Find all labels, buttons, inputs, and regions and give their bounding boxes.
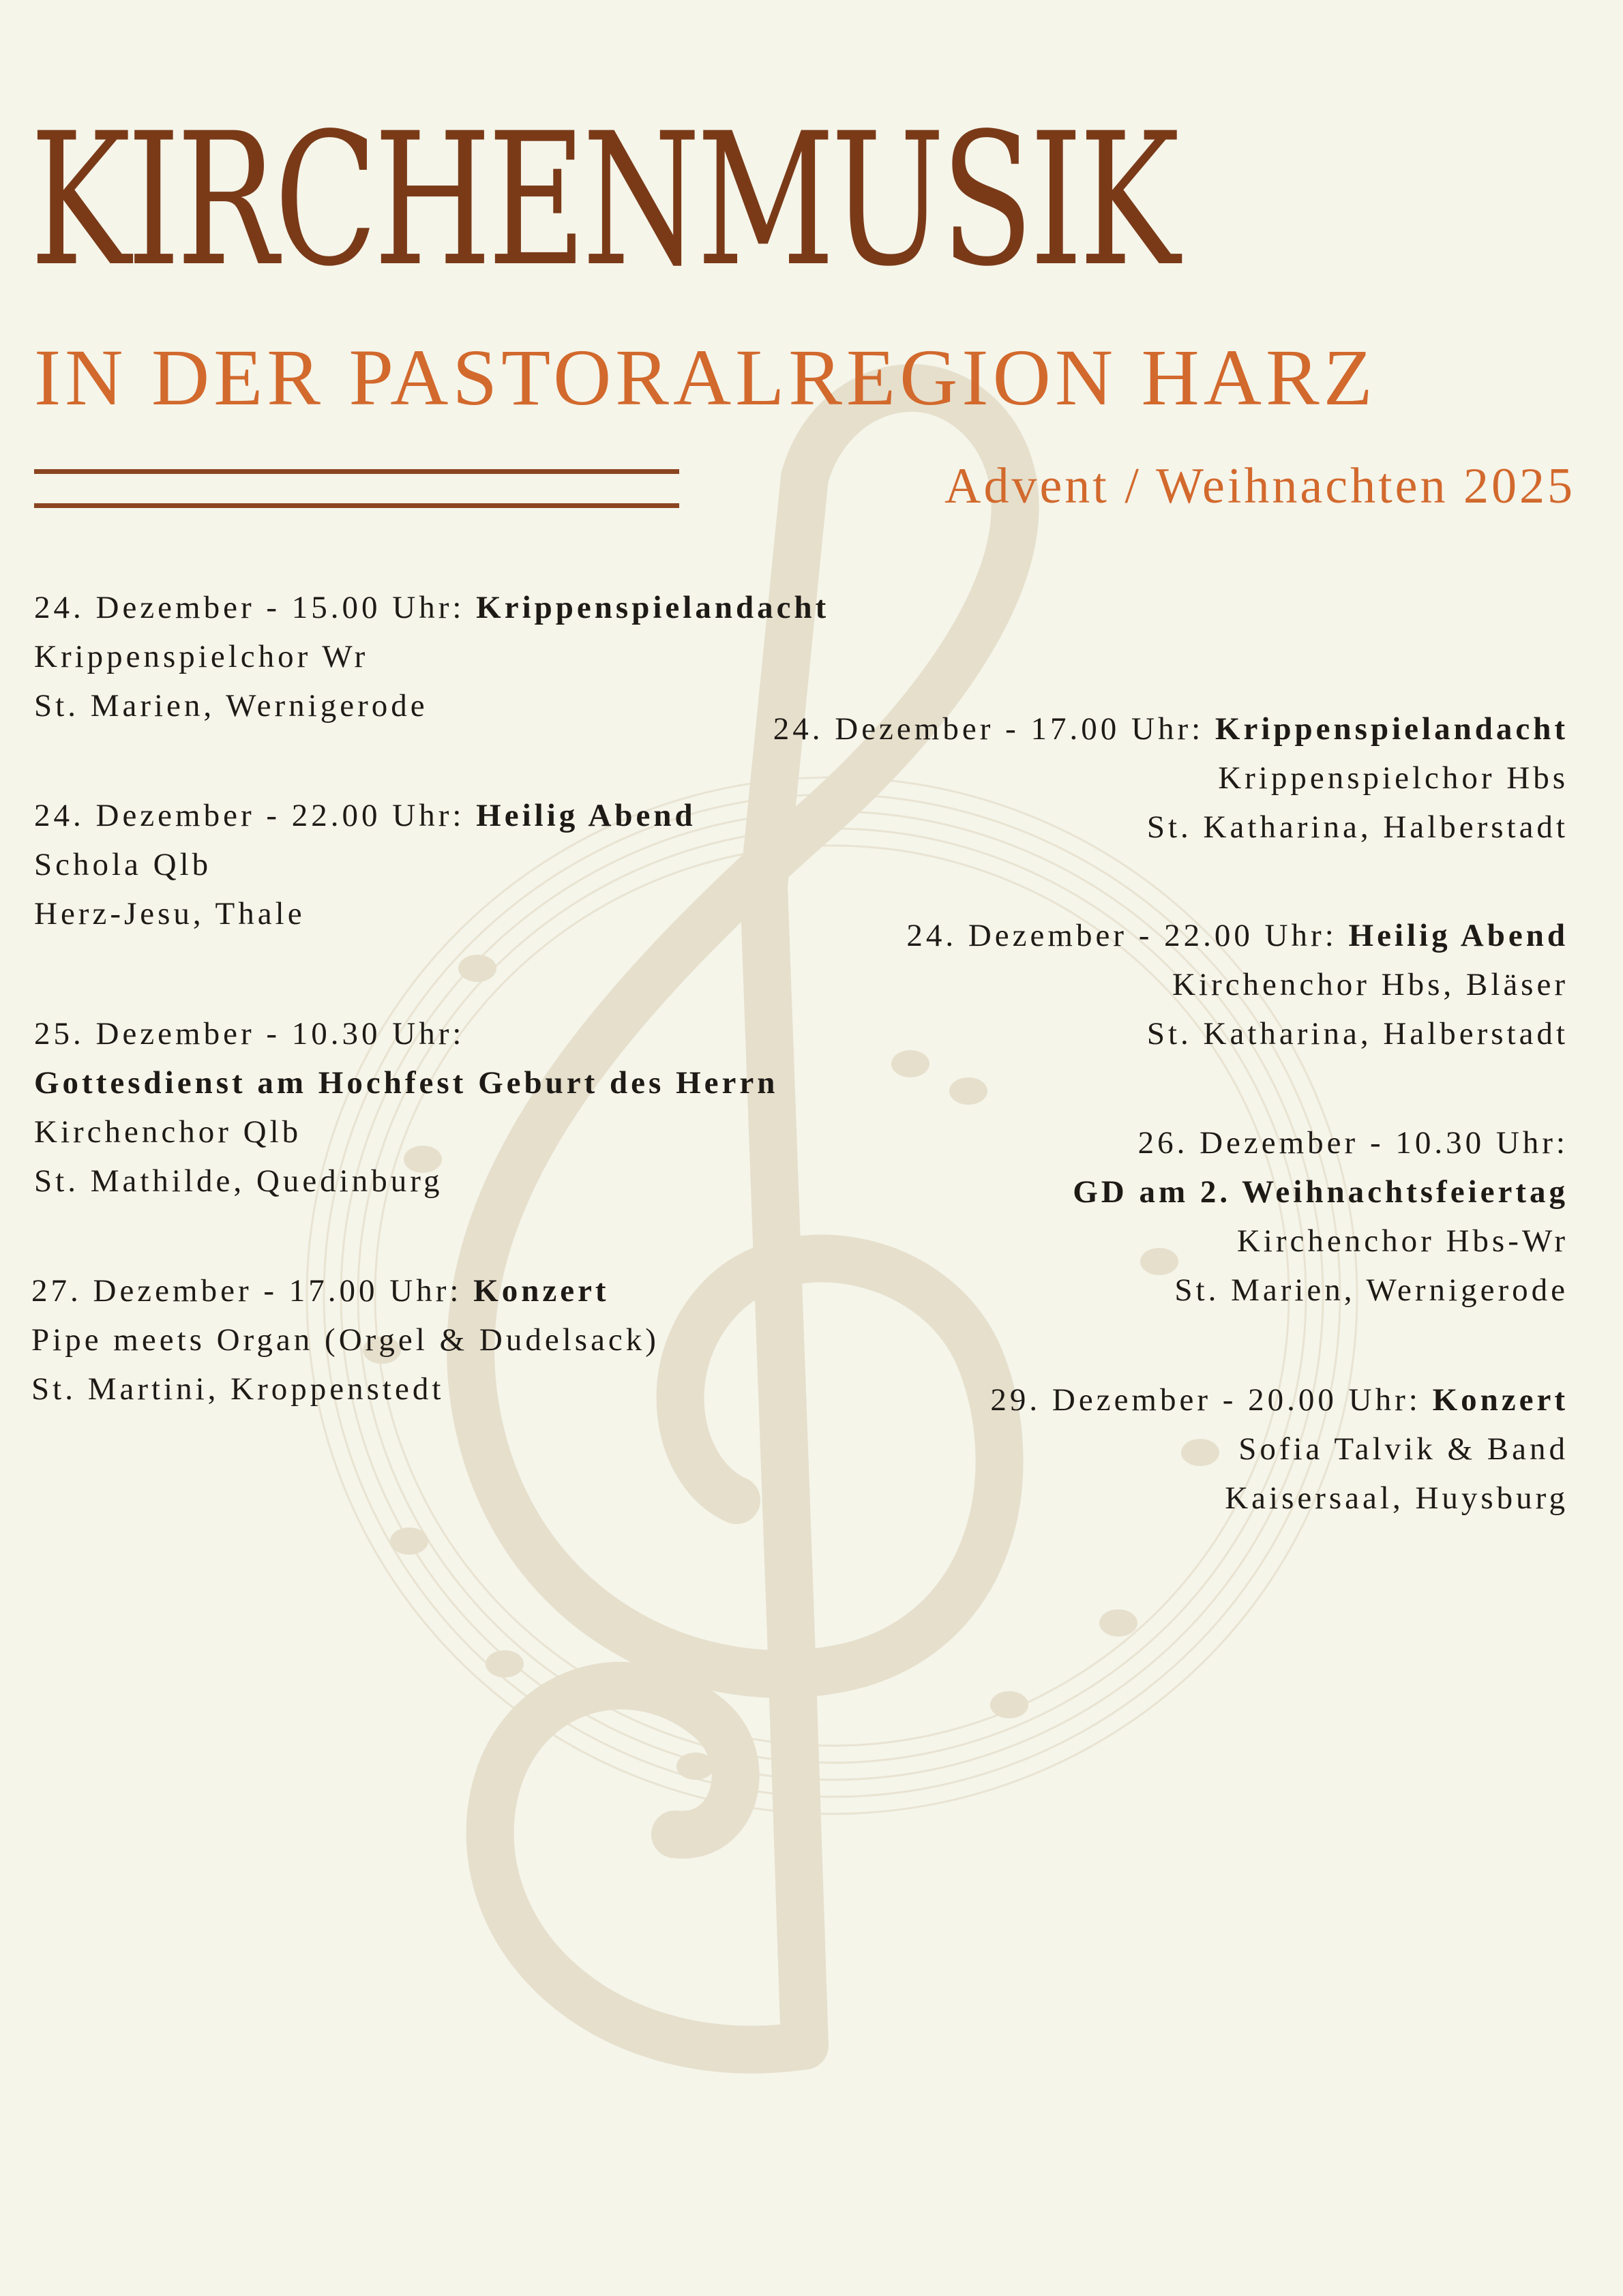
event-datetime-line bbox=[34, 791, 696, 840]
event-location: St. Katharina, Halberstadt bbox=[1146, 809, 1568, 845]
page-title: KIRCHENMUSIK bbox=[30, 94, 1176, 307]
event-item bbox=[34, 791, 696, 938]
divider-top bbox=[34, 469, 679, 474]
event-date: 24. Dezember - 22.00 Uhr: bbox=[906, 918, 1337, 953]
event-datetime-line bbox=[906, 911, 1568, 960]
event-item bbox=[773, 704, 1568, 852]
event-location: St. Marien, Wernigerode bbox=[34, 688, 428, 724]
event-datetime-line bbox=[34, 583, 829, 632]
event-date: 26. Dezember - 10.30 Uhr: bbox=[1137, 1125, 1568, 1161]
event-location: St. Mathilde, Quedinburg bbox=[34, 1163, 443, 1199]
event-item bbox=[34, 583, 829, 730]
event-title: Konzert bbox=[1432, 1382, 1568, 1418]
event-location: St. Martini, Kroppenstedt bbox=[31, 1371, 445, 1407]
event-date: 24. Dezember - 15.00 Uhr: bbox=[34, 590, 465, 625]
event-datetime-line bbox=[990, 1375, 1568, 1425]
event-date: 25. Dezember - 10.30 Uhr: bbox=[34, 1016, 465, 1052]
season-label: Advent / Weihnachten 2025 bbox=[944, 458, 1575, 514]
event-performer: Schola Qlb bbox=[34, 847, 212, 882]
event-item bbox=[990, 1375, 1568, 1523]
event-location: St. Katharina, Halberstadt bbox=[1146, 1016, 1568, 1052]
event-title: Krippenspielandacht bbox=[1215, 711, 1568, 747]
event-date: 27. Dezember - 17.00 Uhr: bbox=[31, 1273, 462, 1309]
event-performer: Pipe meets Organ (Orgel & Dudelsack) bbox=[31, 1322, 659, 1358]
event-title: Heilig Abend bbox=[1348, 918, 1568, 953]
event-performer: Krippenspielchor Wr bbox=[34, 639, 369, 674]
event-date: 24. Dezember - 22.00 Uhr: bbox=[34, 798, 465, 833]
event-datetime-line bbox=[773, 704, 1568, 754]
event-performer: Kirchenchor Hbs, Bläser bbox=[1172, 967, 1568, 1002]
event-performer: Kirchenchor Hbs-Wr bbox=[1236, 1223, 1568, 1259]
event-title: Konzert bbox=[473, 1273, 610, 1309]
divider-bottom bbox=[34, 503, 679, 508]
event-item bbox=[34, 1009, 778, 1206]
event-item bbox=[906, 911, 1568, 1058]
event-date: 29. Dezember - 20.00 Uhr: bbox=[990, 1382, 1421, 1418]
event-location: Kaisersaal, Huysburg bbox=[1225, 1480, 1568, 1516]
event-item bbox=[1073, 1118, 1568, 1315]
event-title: Heilig Abend bbox=[476, 798, 696, 833]
event-performer: Kirchenchor Qlb bbox=[34, 1114, 302, 1150]
event-datetime-line bbox=[31, 1266, 659, 1315]
event-location: Herz-Jesu, Thale bbox=[34, 896, 306, 931]
event-title: GD am 2. Weihnachtsfeiertag bbox=[1073, 1174, 1568, 1210]
event-item bbox=[31, 1266, 659, 1414]
event-performer: Sofia Talvik & Band bbox=[1238, 1431, 1568, 1467]
event-date: 24. Dezember - 17.00 Uhr: bbox=[773, 711, 1204, 747]
event-title: Gottesdienst am Hochfest Geburt des Herrn bbox=[34, 1065, 779, 1101]
event-location: St. Marien, Wernigerode bbox=[1174, 1272, 1568, 1308]
page-subtitle: IN DER PASTORALREGION HARZ bbox=[34, 333, 1377, 422]
event-performer: Krippenspielchor Hbs bbox=[1218, 760, 1568, 796]
event-title: Krippenspielandacht bbox=[476, 590, 830, 625]
